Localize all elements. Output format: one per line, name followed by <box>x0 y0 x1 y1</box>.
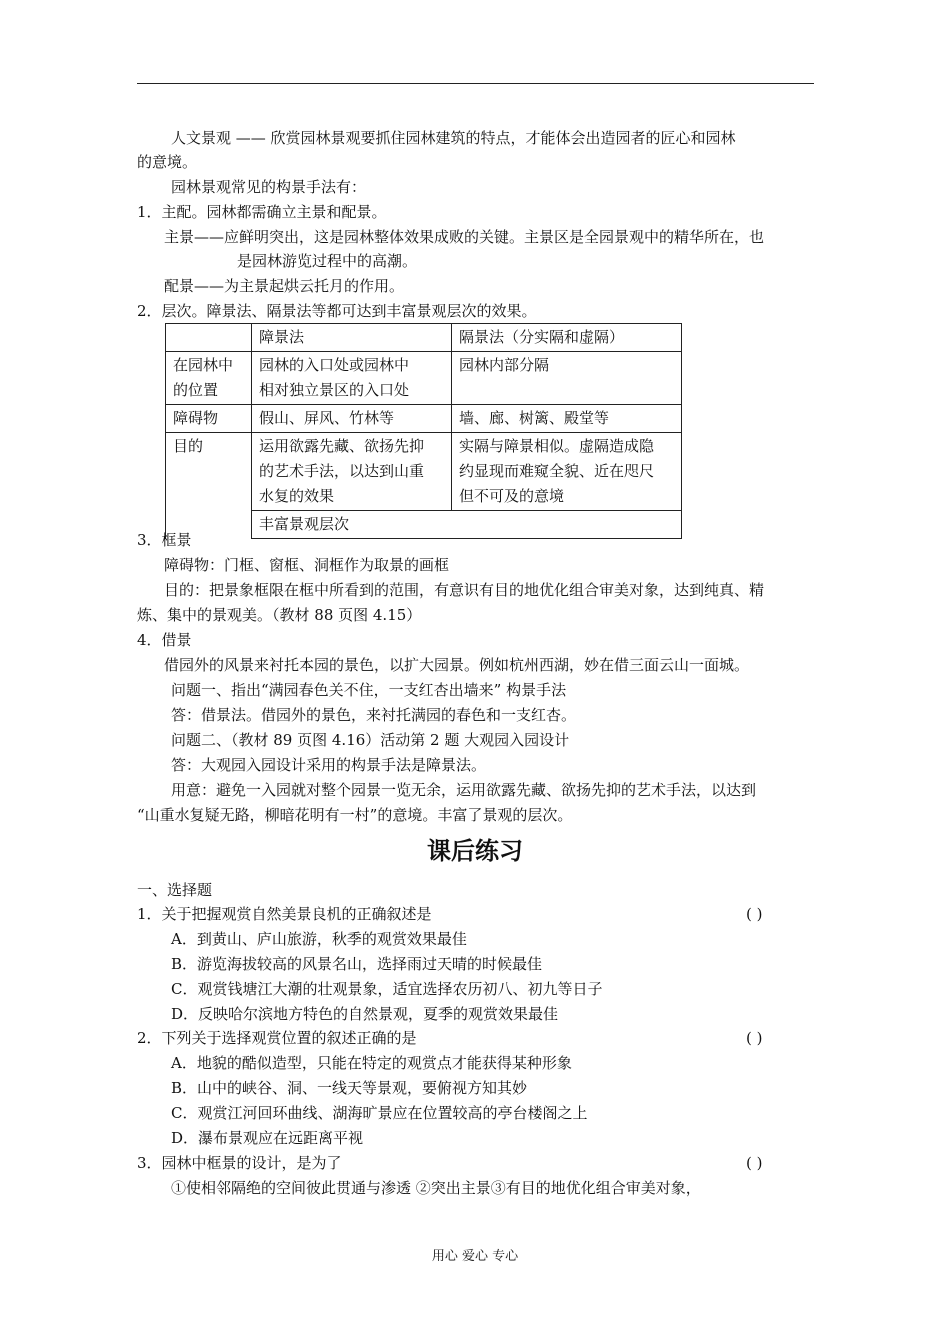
q2-option-a: A．地貌的酷似造型，只能在特定的观赏点才能获得某种形象 <box>171 1054 572 1072</box>
intention-line-1: 用意：避免一入园就对整个园景一览无余，运用欲露先藏、欲扬先抑的艺术手法，以达到 <box>171 781 757 799</box>
main-scene-line-2: 是园林游览过程中的高潮。 <box>237 252 418 270</box>
cell-line: 实隔与障景相似。虚隔造成隐 <box>459 437 655 455</box>
page-footer: 用心 爱心 专心 <box>431 1249 519 1264</box>
table-cell: 丰富景观层次 <box>252 511 682 539</box>
table-cell <box>452 433 682 511</box>
table-cell <box>252 433 452 511</box>
q1-option-a: A．到黄山、庐山旅游，秋季的观赏效果最佳 <box>171 930 467 948</box>
answer-1-line: 答：借景法。借园外的景色，来衬托满园的春色和一支红杏。 <box>171 706 577 724</box>
table-cell: 障碍物 <box>166 405 252 433</box>
answer-slot: ( ) <box>746 1029 763 1047</box>
table-header-cell: 隔景法（分实隔和虚隔） <box>452 324 682 352</box>
table-cell: 假山、屏风、竹林等 <box>252 405 452 433</box>
answer-slot: ( ) <box>746 1154 763 1172</box>
cell-line: 约显现而难窥全貌、近在咫尺 <box>459 462 655 480</box>
cell-line: 但不可及的意境 <box>459 487 565 505</box>
table-cell: 目的 <box>166 433 252 539</box>
comparison-table <box>165 323 682 539</box>
exercise-title: 课后练习 <box>427 837 523 865</box>
q1-option-c: C．观赏钱塘江大潮的壮观景象，适宜选择农历初八、初九等日子 <box>171 980 603 998</box>
section-2-heading: 2．层次。障景法、隔景法等都可达到丰富景观层次的效果。 <box>137 302 537 320</box>
q2-option-c: C．观赏江河回环曲线、湖海旷景应在位置较高的亭台楼阁之上 <box>171 1104 588 1122</box>
table-row <box>166 433 682 511</box>
intro-line-1: 人文景观 —— 欣赏园林景观要抓住园林建筑的特点，才能体会出造园者的匠心和园林 <box>171 129 736 147</box>
intention-line-2: “山重水复疑无路，柳暗花明有一村”的意境。丰富了景观的层次。 <box>137 806 573 824</box>
q1-option-d: D．反映哈尔滨地方特色的自然景观，夏季的观赏效果最佳 <box>171 1005 559 1023</box>
table-cell <box>166 352 252 405</box>
main-scene-line-1: 主景——应鲜明突出，这是园林整体效果成败的关键。主景区是全园景观中的精华所在，也 <box>164 228 765 246</box>
cell-line: 水复的效果 <box>259 487 335 505</box>
q3-options-line: ①使相邻隔绝的空间彼此贯通与渗透 ②突出主景③有目的地优化组合审美对象， <box>171 1179 701 1197</box>
cell-line: 的位置 <box>173 381 219 399</box>
q1-option-b: B．游览海拔较高的风景名山，选择雨过天晴的时候最佳 <box>171 955 543 973</box>
sub-scene-line: 配景——为主景起烘云托月的作用。 <box>164 277 405 295</box>
q2-option-d: D．瀑布景观应在远距离平视 <box>171 1129 364 1147</box>
section-1-heading: 1．主配。园林都需确立主景和配景。 <box>137 203 387 221</box>
section-choice-heading: 一、选择题 <box>137 881 213 899</box>
frame-purpose-line-2: 炼、集中的景观美。（教材 88 页图 4.15） <box>137 606 422 624</box>
table-row <box>166 352 682 405</box>
cell-line: 的艺术手法，以达到山重 <box>259 462 425 480</box>
intro-line-3: 园林景观常见的构景手法有： <box>171 178 367 196</box>
table-cell: 墙、廊、树篱、殿堂等 <box>452 405 682 433</box>
frame-purpose-line-1: 目的：把景象框限在框中所看到的范围，有意识有目的地优化组合审美对象，达到纯真、精 <box>164 581 765 599</box>
section-4-heading: 4．借景 <box>137 631 192 649</box>
table-cell: 园林内部分隔 <box>452 352 682 405</box>
cell-line: 相对独立景区的入口处 <box>259 381 410 399</box>
table-row <box>166 405 682 433</box>
cell-line: 在园林中 <box>173 356 234 374</box>
q2-option-b: B．山中的峡谷、洞、一线天等景观，要俯视方知其妙 <box>171 1079 528 1097</box>
answer-slot: ( ) <box>746 905 763 923</box>
question-1-line: 问题一、指出“满园春色关不住，一支红杏出墙来” 构景手法 <box>171 681 567 699</box>
table-row <box>166 324 682 352</box>
intro-line-2: 的意境。 <box>137 153 198 171</box>
frame-obstacle-line: 障碍物：门框、窗框、洞框作为取景的画框 <box>164 556 450 574</box>
section-3-heading: 3．框景 <box>137 531 192 549</box>
question-3-stem: 3．园林中框景的设计，是为了 <box>137 1154 342 1172</box>
table-cell <box>166 324 252 352</box>
answer-2-line: 答：大观园入园设计采用的构景手法是障景法。 <box>171 756 487 774</box>
table-cell <box>252 352 452 405</box>
table-header-cell: 障景法 <box>252 324 452 352</box>
question-1-stem: 1．关于把握观赏自然美景良机的正确叙述是 <box>137 905 432 923</box>
question-2-line: 问题二、（教材 89 页图 4.16）活动第 2 题 大观园入园设计 <box>171 731 570 749</box>
question-2-stem: 2．下列关于选择观赏位置的叙述正确的是 <box>137 1029 417 1047</box>
cell-line: 园林的入口处或园林中 <box>259 356 410 374</box>
header-rule <box>137 83 814 84</box>
cell-line: 运用欲露先藏、欲扬先抑 <box>259 437 425 455</box>
borrow-desc-line: 借园外的风景来衬托本园的景色，以扩大园景。例如杭州西湖，妙在借三面云山一面城。 <box>164 656 750 674</box>
